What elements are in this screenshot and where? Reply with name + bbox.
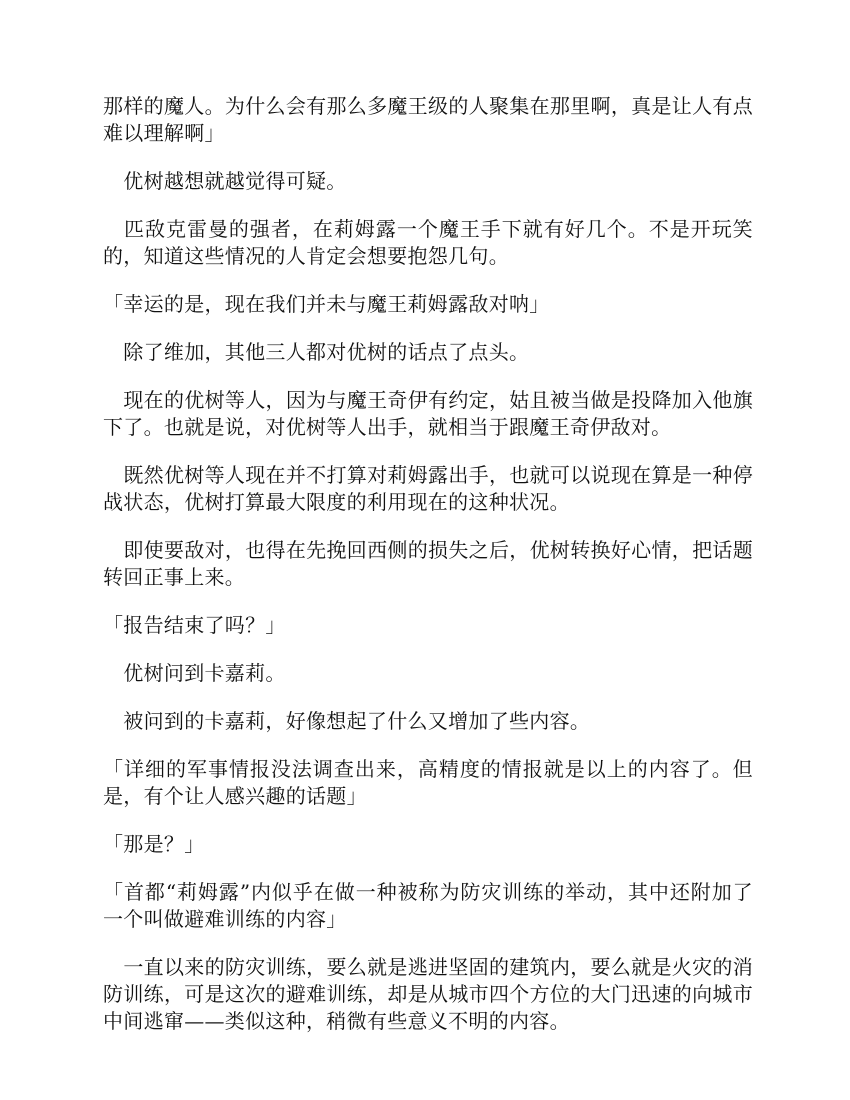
paragraph: 即使要敌对，也得在先挽回西侧的损失之后，优树转换好心情，把话题转回正事上来。	[103, 538, 753, 589]
dialogue-line: 「详细的军事情报没法调查出来，高精度的情报就是以上的内容了。但是，有个让人感兴趣的话题」	[103, 757, 753, 808]
paragraph: 既然优树等人现在并不打算对莉姆露出手，也就可以说现在算是一种停战状态，优树打算最大限度的利用现在的这种状况。	[103, 463, 753, 514]
paragraph: 被问到的卡嘉莉，好像想起了什么又增加了些内容。	[103, 709, 591, 733]
paragraph: 那样的魔人。为什么会有那么多魔王级的人聚集在那里啊，真是让人有点难以理解啊」	[103, 94, 753, 145]
paragraph: 优树问到卡嘉莉。	[103, 661, 286, 685]
paragraph: 现在的优树等人，因为与魔王奇伊有约定，姑且被当做是投降加入他旗下了。也就是说，对优树等人出手，就相当于跟魔王奇伊敌对。	[103, 388, 753, 439]
dialogue-line: 「那是？」	[103, 832, 205, 856]
paragraph: 一直以来的防灾训练，要么就是逃进坚固的建筑内，要么就是火灾的消防训练，可是这次的避难训练，却是从城市四个方位的大门迅速的向城市中间逃窜——类似这种，稍微有些意义不明的内容。	[103, 955, 753, 1033]
paragraph: 除了维加，其他三人都对优树的话点了点头。	[103, 340, 530, 364]
dialogue-line: 「报告结束了吗？」	[103, 613, 286, 637]
dialogue-line: 「首都“莉姆露”内似乎在做一种被称为防灾训练的举动，其中还附加了一个叫做避难训练的内容」	[103, 880, 753, 931]
paragraph: 优树越想就越觉得可疑。	[103, 169, 347, 193]
paragraph: 匹敌克雷曼的强者，在莉姆露一个魔王手下就有好几个。不是开玩笑的，知道这些情况的人肯定会想要抱怨几句。	[103, 217, 753, 268]
dialogue-line: 「幸运的是，现在我们并未与魔王莉姆露敌对呐」	[103, 292, 550, 316]
document-page	[103, 93, 753, 1056]
